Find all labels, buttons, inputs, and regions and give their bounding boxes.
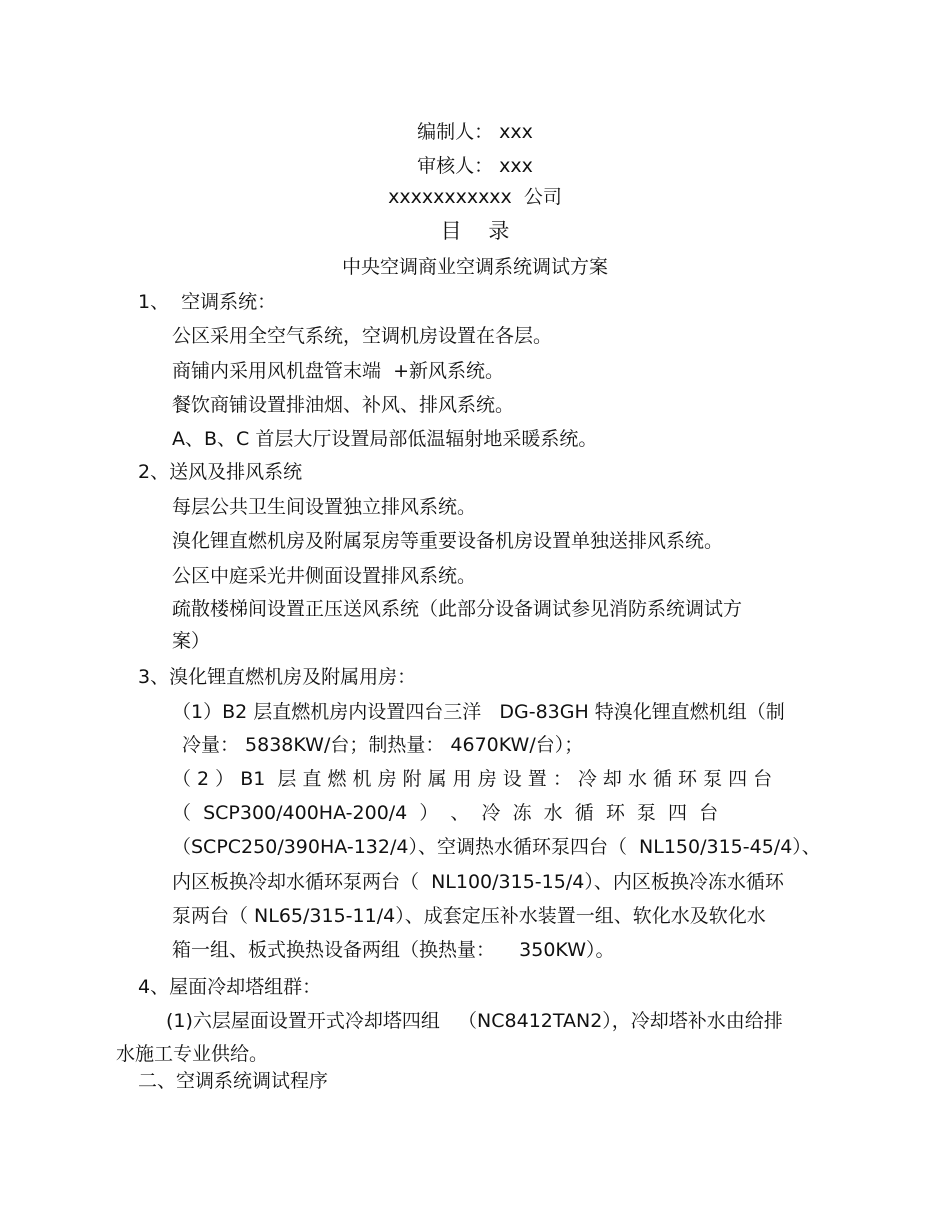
section-4-p1-line: 水施工专业供给。 xyxy=(116,1043,269,1065)
section-1-item: 商铺内采用风机盘管末端 +新风系统。 xyxy=(172,360,504,382)
section-1-item: 公区采用全空气系统，空调机房设置在各层。 xyxy=(172,325,553,347)
section-1-item: A、B、C 首层大厅设置局部低温辐射地采暖系统。 xyxy=(172,428,598,450)
document-title: 中央空调商业空调系统调试方案 xyxy=(341,256,608,278)
section-3-p1-line: 冷量： 5838KW/台；制热量： 4670KW/台）； xyxy=(182,734,584,756)
section-3-p2-line: 箱一组、板式换热设备两组（换热量： 350KW）。 xyxy=(172,939,615,961)
section-3-p2-line: （ SCP300/400HA-200/4 ） 、 冷 冻 水 循 环 泵 四 台 xyxy=(172,802,719,824)
section-1-heading: 1、 空调系统： xyxy=(138,291,277,313)
editor-line: 编制人： xxx xyxy=(417,121,533,143)
section-3-heading: 3、溴化锂直燃机房及附属用房： xyxy=(138,666,417,688)
section-1-item: 餐饮商铺设置排油烟、补风、排风系统。 xyxy=(172,394,515,416)
section-2-item: 每层公共卫生间设置独立排风系统。 xyxy=(172,496,477,518)
section-2-item: 溴化锂直燃机房及附属泵房等重要设备机房设置单独送排风系统。 xyxy=(172,530,724,552)
reviewer-line: 审核人： xxx xyxy=(417,155,533,177)
company-line: xxxxxxxxxxx 公司 xyxy=(388,186,562,208)
section-3-p2-line: 泵两台（ NL65/315-11/4）、成套定压补水装置一组、软化水及软化水 xyxy=(172,905,766,927)
section-3-p2-line: （SCPC250/390HA-132/4）、空调热水循环泵四台（ NL150/315-45/4）、 xyxy=(172,836,821,858)
section-2-item: 疏散楼梯间设置正压送风系统（此部分设备调试参见消防系统调试方 xyxy=(172,598,743,620)
toc-heading: 目 录 xyxy=(440,219,510,243)
section-2-item: 公区中庭采光井侧面设置排风系统。 xyxy=(172,565,477,587)
chapter-2-heading: 二、空调系统调试程序 xyxy=(138,1070,329,1092)
section-3-p1-line: （1）B2 层直燃机房内设置四台三洋 DG-83GH 特溴化锂直燃机组（制 xyxy=(172,701,785,723)
section-2-item-continued: 案） xyxy=(172,630,211,652)
section-3-p2-line: 内区板换冷却水循环泵两台（ NL100/315-15/4）、内区板换冷冻水循环 xyxy=(172,871,784,893)
section-4-p1-line: (1)六层屋面设置开式冷却塔四组 （NC8412TAN2），冷却塔补水由给排 xyxy=(166,1010,783,1032)
section-3-p2-line: （ 2 ） B1 层 直 燃 机 房 附 属 用 房 设 置 ： 冷 却 水 循 环 泵 四 台 xyxy=(172,768,773,790)
section-2-heading: 2、送风及排风系统 xyxy=(138,461,303,483)
section-4-heading: 4、屋面冷却塔组群： xyxy=(138,976,322,998)
